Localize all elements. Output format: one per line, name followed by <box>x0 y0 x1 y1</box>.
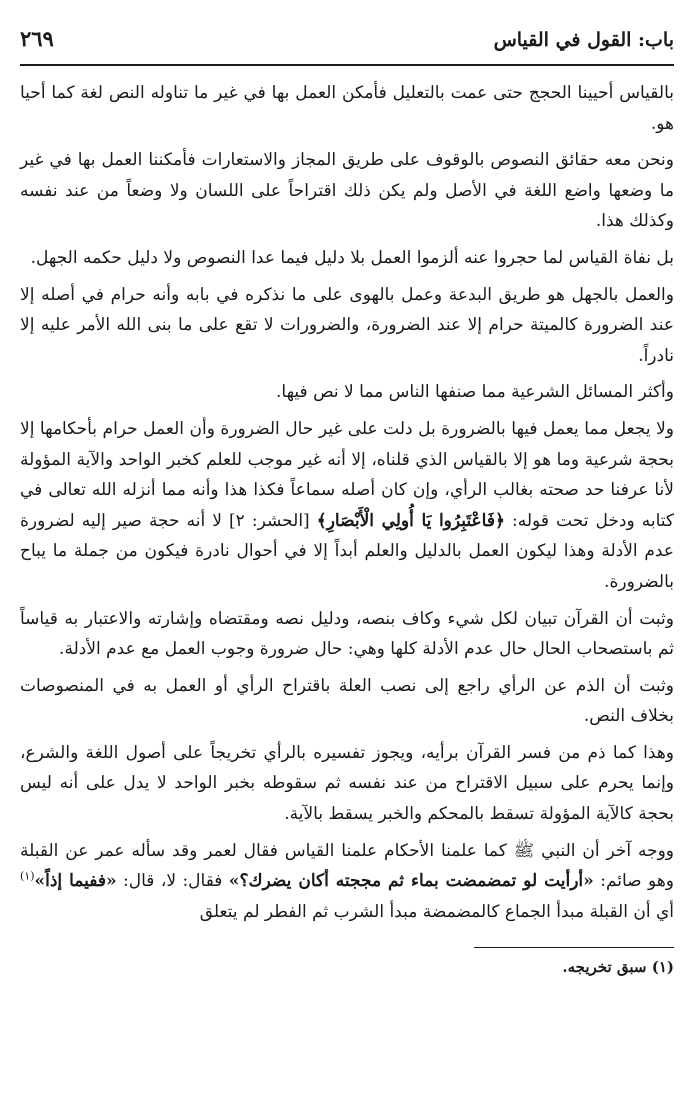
paragraph: وثبت أن الذم عن الرأي راجع إلى نصب العلة باقتراح الرأي أو العمل به في المنصوصات بخلاف النص. <box>20 675 674 727</box>
paragraph: بل نفاة القياس لما حجروا عنه ألزموا العمل بلا دليل فيما عدا النصوص ولا دليل حكمه الجهل. <box>30 247 674 268</box>
footnote-ref: (١) <box>20 869 35 883</box>
page-header <box>20 26 674 60</box>
chapter-title: باب: القول في القياس <box>493 29 674 51</box>
paragraph: وأكثر المسائل الشرعية مما صنفها الناس مما لا نص فيها. <box>276 382 674 403</box>
paragraph: ووجه آخر أن النبي ﷺ كما علمنا الأحكام علمنا القياس فقال لعمر وقد سأله عمر عن القبلة وهو صائم: «أرأيت لو تمضمضت بماء ثم مججته أكان يضرك؟» فقال: لا، قال: «ففيما إذاً»$^{(١)}$ أي أن القبلة مبدأ الجماع كالمضمضة مبدأ الشرب ثم الفطر لم يتعلق <box>20 840 675 922</box>
paragraph: والعمل بالجهل هو طريق البدعة وعمل بالهوى على ما نذكره في بابه وأنه حرام في أصله إلا عند الضرورة كالميتة حرام إلا عند الضرورة، والضرورات لا تقع على ما بنى الله الأمر عليه إلا نادراً. <box>20 284 674 366</box>
paragraph: ولا يجعل مما يعمل فيها بالضرورة بل دلت على غير حال الضرورة وأن العمل حرام بأحكامها إلا بحجة شرعية وما هو إلا بالقياس الذي قلناه، إلا أنه غير موجب للعلم كخبر الواحد والآية المؤولة لأنا عرفنا حد صحته بغالب الرأي، وإن كان أصله سماعاً فكذا هذا وأنه مما أنزله الله تعالى في كتابه ودخل تحت قوله: ﴿فَاعْتَبِرُوا يَا أُولِي الْأَبْصَارِ﴾ [الحشر: ٢] لا أنه حجة صير إليه لضرورة عدم الأدلة وهذا ليكون العمل بالدليل والعلم أبداً إلا في أحوال نادرة فيكون من جملة ما يباح بالضرورة. <box>20 418 674 592</box>
hadith-quote: «أرأيت لو تمضمضت بماء ثم مججته أكان يضرك؟» <box>228 871 594 892</box>
paragraph: ونحن معه حقائق النصوص بالوقوف على طريق المجاز والاستعارات فأمكننا العمل بها في غير ما وضعها واضع اللغة في الأصل ولم يكن ذلك اقتراحاً على اللسان ولا وضعاً من عند نفسه وكذلك هذا. <box>20 150 674 232</box>
paragraph: بالقياس أحيينا الحجج حتى عمت بالتعليل فأمكن العمل بها في غير ما تناوله النص لغة كما أحيا هو. <box>20 83 674 134</box>
footnote-separator <box>474 947 674 948</box>
paragraph: وهذا كما ذم من فسر القرآن برأيه، ويجوز تفسيره بالرأي تخريجاً على أصول اللغة والشرع، وإنما يحرم على سبيل الاقتراح من عند نفسه ثم سقوطه بخبر الواحد لا يدل على أنه ليس بحجة كالآية المؤولة تسقط بالمحكم والخبر يسقط بالآية. <box>20 742 674 825</box>
footnote: (١) سبق تخريجه. <box>562 958 674 977</box>
paragraph: وثبت أن القرآن تبيان لكل شيء وكاف بنصه، ودليل نصه ومقتضاه وإشارته والاعتبار به قياساً ثم باستصحاب الحال حال عدم الأدلة كلها وهي: حال ضرورة وجوب العمل مع عدم الأدلة. <box>20 608 674 660</box>
quran-verse: ﴿فَاعْتَبِرُوا يَا أُولِي الْأَبْصَارِ﴾ <box>316 510 505 531</box>
page-number: ٢٦٩ <box>20 26 54 51</box>
hadith-quote: «ففيما إذاً» <box>34 871 117 892</box>
body-text <box>20 78 674 927</box>
header-rule <box>20 64 674 66</box>
